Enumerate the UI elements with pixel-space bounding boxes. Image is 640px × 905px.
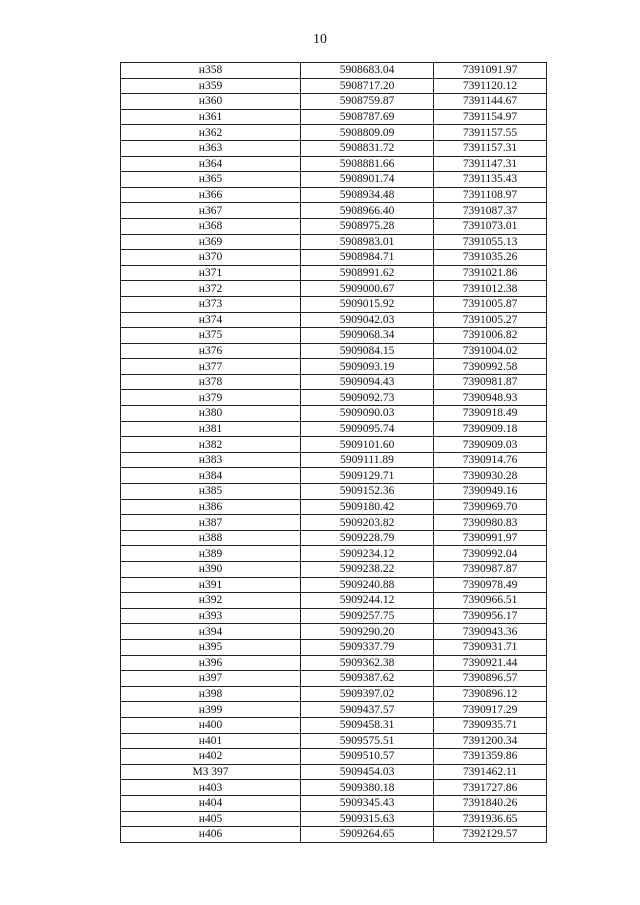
y-coordinate-cell: 7390909.03	[434, 437, 547, 453]
table-row	[121, 281, 547, 297]
table-row	[121, 328, 547, 344]
table-row	[121, 406, 547, 422]
point-id-cell: н406	[121, 827, 301, 843]
x-coordinate-cell: 5909458.31	[301, 717, 434, 733]
point-id-cell: н362	[121, 125, 301, 141]
point-id-cell: н376	[121, 343, 301, 359]
x-coordinate-cell: 5909437.57	[301, 702, 434, 718]
table-row	[121, 312, 547, 328]
point-id-cell: н367	[121, 203, 301, 219]
point-id-cell: н370	[121, 250, 301, 266]
x-coordinate-cell: 5909380.18	[301, 780, 434, 796]
x-coordinate-cell: 5909203.82	[301, 515, 434, 531]
point-id-cell: н373	[121, 296, 301, 312]
point-id-cell: н397	[121, 671, 301, 687]
table-row	[121, 468, 547, 484]
table-row	[121, 125, 547, 141]
table-row	[121, 639, 547, 655]
point-id-cell: н405	[121, 811, 301, 827]
table-row	[121, 624, 547, 640]
point-id-cell: н364	[121, 156, 301, 172]
x-coordinate-cell: 5909345.43	[301, 795, 434, 811]
table-row	[121, 250, 547, 266]
x-coordinate-cell: 5909234.12	[301, 546, 434, 562]
table-row	[121, 452, 547, 468]
point-id-cell: н392	[121, 593, 301, 609]
point-id-cell: н371	[121, 265, 301, 281]
x-coordinate-cell: 5909042.03	[301, 312, 434, 328]
y-coordinate-cell: 7390949.16	[434, 484, 547, 500]
y-coordinate-cell: 7391108.97	[434, 187, 547, 203]
point-id-cell: н394	[121, 624, 301, 640]
page-number: 10	[313, 32, 327, 47]
y-coordinate-cell: 7391840.26	[434, 795, 547, 811]
point-id-cell: н399	[121, 702, 301, 718]
x-coordinate-cell: 5909111.89	[301, 452, 434, 468]
y-coordinate-cell: 7391157.55	[434, 125, 547, 141]
x-coordinate-cell: 5909238.22	[301, 562, 434, 578]
point-id-cell: н360	[121, 94, 301, 110]
x-coordinate-cell: 5908809.09	[301, 125, 434, 141]
x-coordinate-cell: 5909397.02	[301, 686, 434, 702]
coordinates-table	[120, 62, 547, 843]
point-id-cell: н404	[121, 795, 301, 811]
y-coordinate-cell: 7391727.86	[434, 780, 547, 796]
table-row	[121, 780, 547, 796]
x-coordinate-cell: 5909240.88	[301, 577, 434, 593]
y-coordinate-cell: 7391055.13	[434, 234, 547, 250]
x-coordinate-cell: 5908984.71	[301, 250, 434, 266]
point-id-cell: н387	[121, 515, 301, 531]
x-coordinate-cell: 5908717.20	[301, 78, 434, 94]
point-id-cell: н400	[121, 717, 301, 733]
table-row	[121, 671, 547, 687]
point-id-cell: н366	[121, 187, 301, 203]
y-coordinate-cell: 7390948.93	[434, 390, 547, 406]
point-id-cell: МЗ 397	[121, 764, 301, 780]
x-coordinate-cell: 5908966.40	[301, 203, 434, 219]
table-row	[121, 499, 547, 515]
table-row	[121, 359, 547, 375]
coordinates-table-body	[121, 63, 547, 843]
y-coordinate-cell: 7391073.01	[434, 218, 547, 234]
x-coordinate-cell: 5909015.92	[301, 296, 434, 312]
x-coordinate-cell: 5909000.67	[301, 281, 434, 297]
x-coordinate-cell: 5908934.48	[301, 187, 434, 203]
x-coordinate-cell: 5909129.71	[301, 468, 434, 484]
table-row	[121, 265, 547, 281]
point-id-cell: н363	[121, 140, 301, 156]
table-row	[121, 515, 547, 531]
table-row	[121, 374, 547, 390]
point-id-cell: н378	[121, 374, 301, 390]
x-coordinate-cell: 5909094.43	[301, 374, 434, 390]
y-coordinate-cell: 7391200.34	[434, 733, 547, 749]
point-id-cell: н386	[121, 499, 301, 515]
y-coordinate-cell: 7391936.65	[434, 811, 547, 827]
point-id-cell: н388	[121, 530, 301, 546]
point-id-cell: н372	[121, 281, 301, 297]
y-coordinate-cell: 7390931.71	[434, 639, 547, 655]
x-coordinate-cell: 5909228.79	[301, 530, 434, 546]
y-coordinate-cell: 7390917.29	[434, 702, 547, 718]
table-row	[121, 109, 547, 125]
table-row	[121, 156, 547, 172]
x-coordinate-cell: 5908975.28	[301, 218, 434, 234]
y-coordinate-cell: 7390921.44	[434, 655, 547, 671]
x-coordinate-cell: 5909152.36	[301, 484, 434, 500]
x-coordinate-cell: 5909337.79	[301, 639, 434, 655]
table-row	[121, 749, 547, 765]
point-id-cell: н385	[121, 484, 301, 500]
point-id-cell: н391	[121, 577, 301, 593]
x-coordinate-cell: 5909180.42	[301, 499, 434, 515]
point-id-cell: н396	[121, 655, 301, 671]
table-row	[121, 94, 547, 110]
point-id-cell: н398	[121, 686, 301, 702]
table-row	[121, 172, 547, 188]
point-id-cell: н380	[121, 406, 301, 422]
point-id-cell: н374	[121, 312, 301, 328]
x-coordinate-cell: 5909101.60	[301, 437, 434, 453]
x-coordinate-cell: 5908881.66	[301, 156, 434, 172]
y-coordinate-cell: 7391147.31	[434, 156, 547, 172]
x-coordinate-cell: 5909264.65	[301, 827, 434, 843]
x-coordinate-cell: 5909244.12	[301, 593, 434, 609]
y-coordinate-cell: 7391091.97	[434, 63, 547, 79]
table-row	[121, 562, 547, 578]
x-coordinate-cell: 5909092.73	[301, 390, 434, 406]
y-coordinate-cell: 7391006.82	[434, 328, 547, 344]
x-coordinate-cell: 5909510.57	[301, 749, 434, 765]
table-row	[121, 827, 547, 843]
point-id-cell: н381	[121, 421, 301, 437]
table-row	[121, 218, 547, 234]
point-id-cell: н359	[121, 78, 301, 94]
point-id-cell: н384	[121, 468, 301, 484]
y-coordinate-cell: 7390987.87	[434, 562, 547, 578]
table-row	[121, 655, 547, 671]
x-coordinate-cell: 5908683.04	[301, 63, 434, 79]
y-coordinate-cell: 7391005.87	[434, 296, 547, 312]
table-row	[121, 764, 547, 780]
x-coordinate-cell: 5909290.20	[301, 624, 434, 640]
x-coordinate-cell: 5908901.74	[301, 172, 434, 188]
x-coordinate-cell: 5909575.51	[301, 733, 434, 749]
table-row	[121, 795, 547, 811]
x-coordinate-cell: 5908983.01	[301, 234, 434, 250]
x-coordinate-cell: 5909257.75	[301, 608, 434, 624]
y-coordinate-cell: 7390956.17	[434, 608, 547, 624]
y-coordinate-cell: 7392129.57	[434, 827, 547, 843]
x-coordinate-cell: 5908831.72	[301, 140, 434, 156]
y-coordinate-cell: 7390943.36	[434, 624, 547, 640]
y-coordinate-cell: 7390914.76	[434, 452, 547, 468]
point-id-cell: н375	[121, 328, 301, 344]
x-coordinate-cell: 5909068.34	[301, 328, 434, 344]
x-coordinate-cell: 5909084.15	[301, 343, 434, 359]
table-row	[121, 577, 547, 593]
y-coordinate-cell: 7391462.11	[434, 764, 547, 780]
point-id-cell: н390	[121, 562, 301, 578]
table-row	[121, 546, 547, 562]
point-id-cell: н402	[121, 749, 301, 765]
table-row	[121, 296, 547, 312]
point-id-cell: н379	[121, 390, 301, 406]
x-coordinate-cell: 5909095.74	[301, 421, 434, 437]
point-id-cell: н358	[121, 63, 301, 79]
table-row	[121, 187, 547, 203]
y-coordinate-cell: 7390918.49	[434, 406, 547, 422]
table-row	[121, 421, 547, 437]
table-row	[121, 733, 547, 749]
y-coordinate-cell: 7390980.83	[434, 515, 547, 531]
table-row	[121, 608, 547, 624]
y-coordinate-cell: 7391035.26	[434, 250, 547, 266]
table-row	[121, 63, 547, 79]
table-row	[121, 530, 547, 546]
y-coordinate-cell: 7390966.51	[434, 593, 547, 609]
y-coordinate-cell: 7390992.58	[434, 359, 547, 375]
y-coordinate-cell: 7390896.57	[434, 671, 547, 687]
table-row	[121, 811, 547, 827]
point-id-cell: н401	[121, 733, 301, 749]
y-coordinate-cell: 7391012.38	[434, 281, 547, 297]
point-id-cell: н393	[121, 608, 301, 624]
y-coordinate-cell: 7391135.43	[434, 172, 547, 188]
table-row	[121, 593, 547, 609]
table-row	[121, 78, 547, 94]
table-row	[121, 234, 547, 250]
y-coordinate-cell: 7391021.86	[434, 265, 547, 281]
y-coordinate-cell: 7391120.12	[434, 78, 547, 94]
y-coordinate-cell: 7391087.37	[434, 203, 547, 219]
y-coordinate-cell: 7390930.28	[434, 468, 547, 484]
y-coordinate-cell: 7390992.04	[434, 546, 547, 562]
point-id-cell: н368	[121, 218, 301, 234]
y-coordinate-cell: 7390909.18	[434, 421, 547, 437]
point-id-cell: н377	[121, 359, 301, 375]
y-coordinate-cell: 7390981.87	[434, 374, 547, 390]
x-coordinate-cell: 5908787.69	[301, 109, 434, 125]
y-coordinate-cell: 7390935.71	[434, 717, 547, 733]
table-row	[121, 203, 547, 219]
table-row	[121, 343, 547, 359]
x-coordinate-cell: 5909387.62	[301, 671, 434, 687]
x-coordinate-cell: 5909454.03	[301, 764, 434, 780]
x-coordinate-cell: 5909315.63	[301, 811, 434, 827]
y-coordinate-cell: 7390991.97	[434, 530, 547, 546]
x-coordinate-cell: 5909090.03	[301, 406, 434, 422]
table-row	[121, 686, 547, 702]
y-coordinate-cell: 7391005.27	[434, 312, 547, 328]
table-row	[121, 140, 547, 156]
point-id-cell: н365	[121, 172, 301, 188]
table-row	[121, 390, 547, 406]
x-coordinate-cell: 5908991.62	[301, 265, 434, 281]
point-id-cell: н382	[121, 437, 301, 453]
y-coordinate-cell: 7390969.70	[434, 499, 547, 515]
point-id-cell: н369	[121, 234, 301, 250]
point-id-cell: н389	[121, 546, 301, 562]
y-coordinate-cell: 7391359.86	[434, 749, 547, 765]
point-id-cell: н395	[121, 639, 301, 655]
y-coordinate-cell: 7391154.97	[434, 109, 547, 125]
x-coordinate-cell: 5909093.19	[301, 359, 434, 375]
table-row	[121, 702, 547, 718]
point-id-cell: н403	[121, 780, 301, 796]
y-coordinate-cell: 7391144.67	[434, 94, 547, 110]
table-row	[121, 717, 547, 733]
table-row	[121, 437, 547, 453]
y-coordinate-cell: 7390896.12	[434, 686, 547, 702]
point-id-cell: н361	[121, 109, 301, 125]
x-coordinate-cell: 5908759.87	[301, 94, 434, 110]
y-coordinate-cell: 7391157.31	[434, 140, 547, 156]
y-coordinate-cell: 7391004.02	[434, 343, 547, 359]
table-row	[121, 484, 547, 500]
x-coordinate-cell: 5909362.38	[301, 655, 434, 671]
point-id-cell: н383	[121, 452, 301, 468]
y-coordinate-cell: 7390978.49	[434, 577, 547, 593]
